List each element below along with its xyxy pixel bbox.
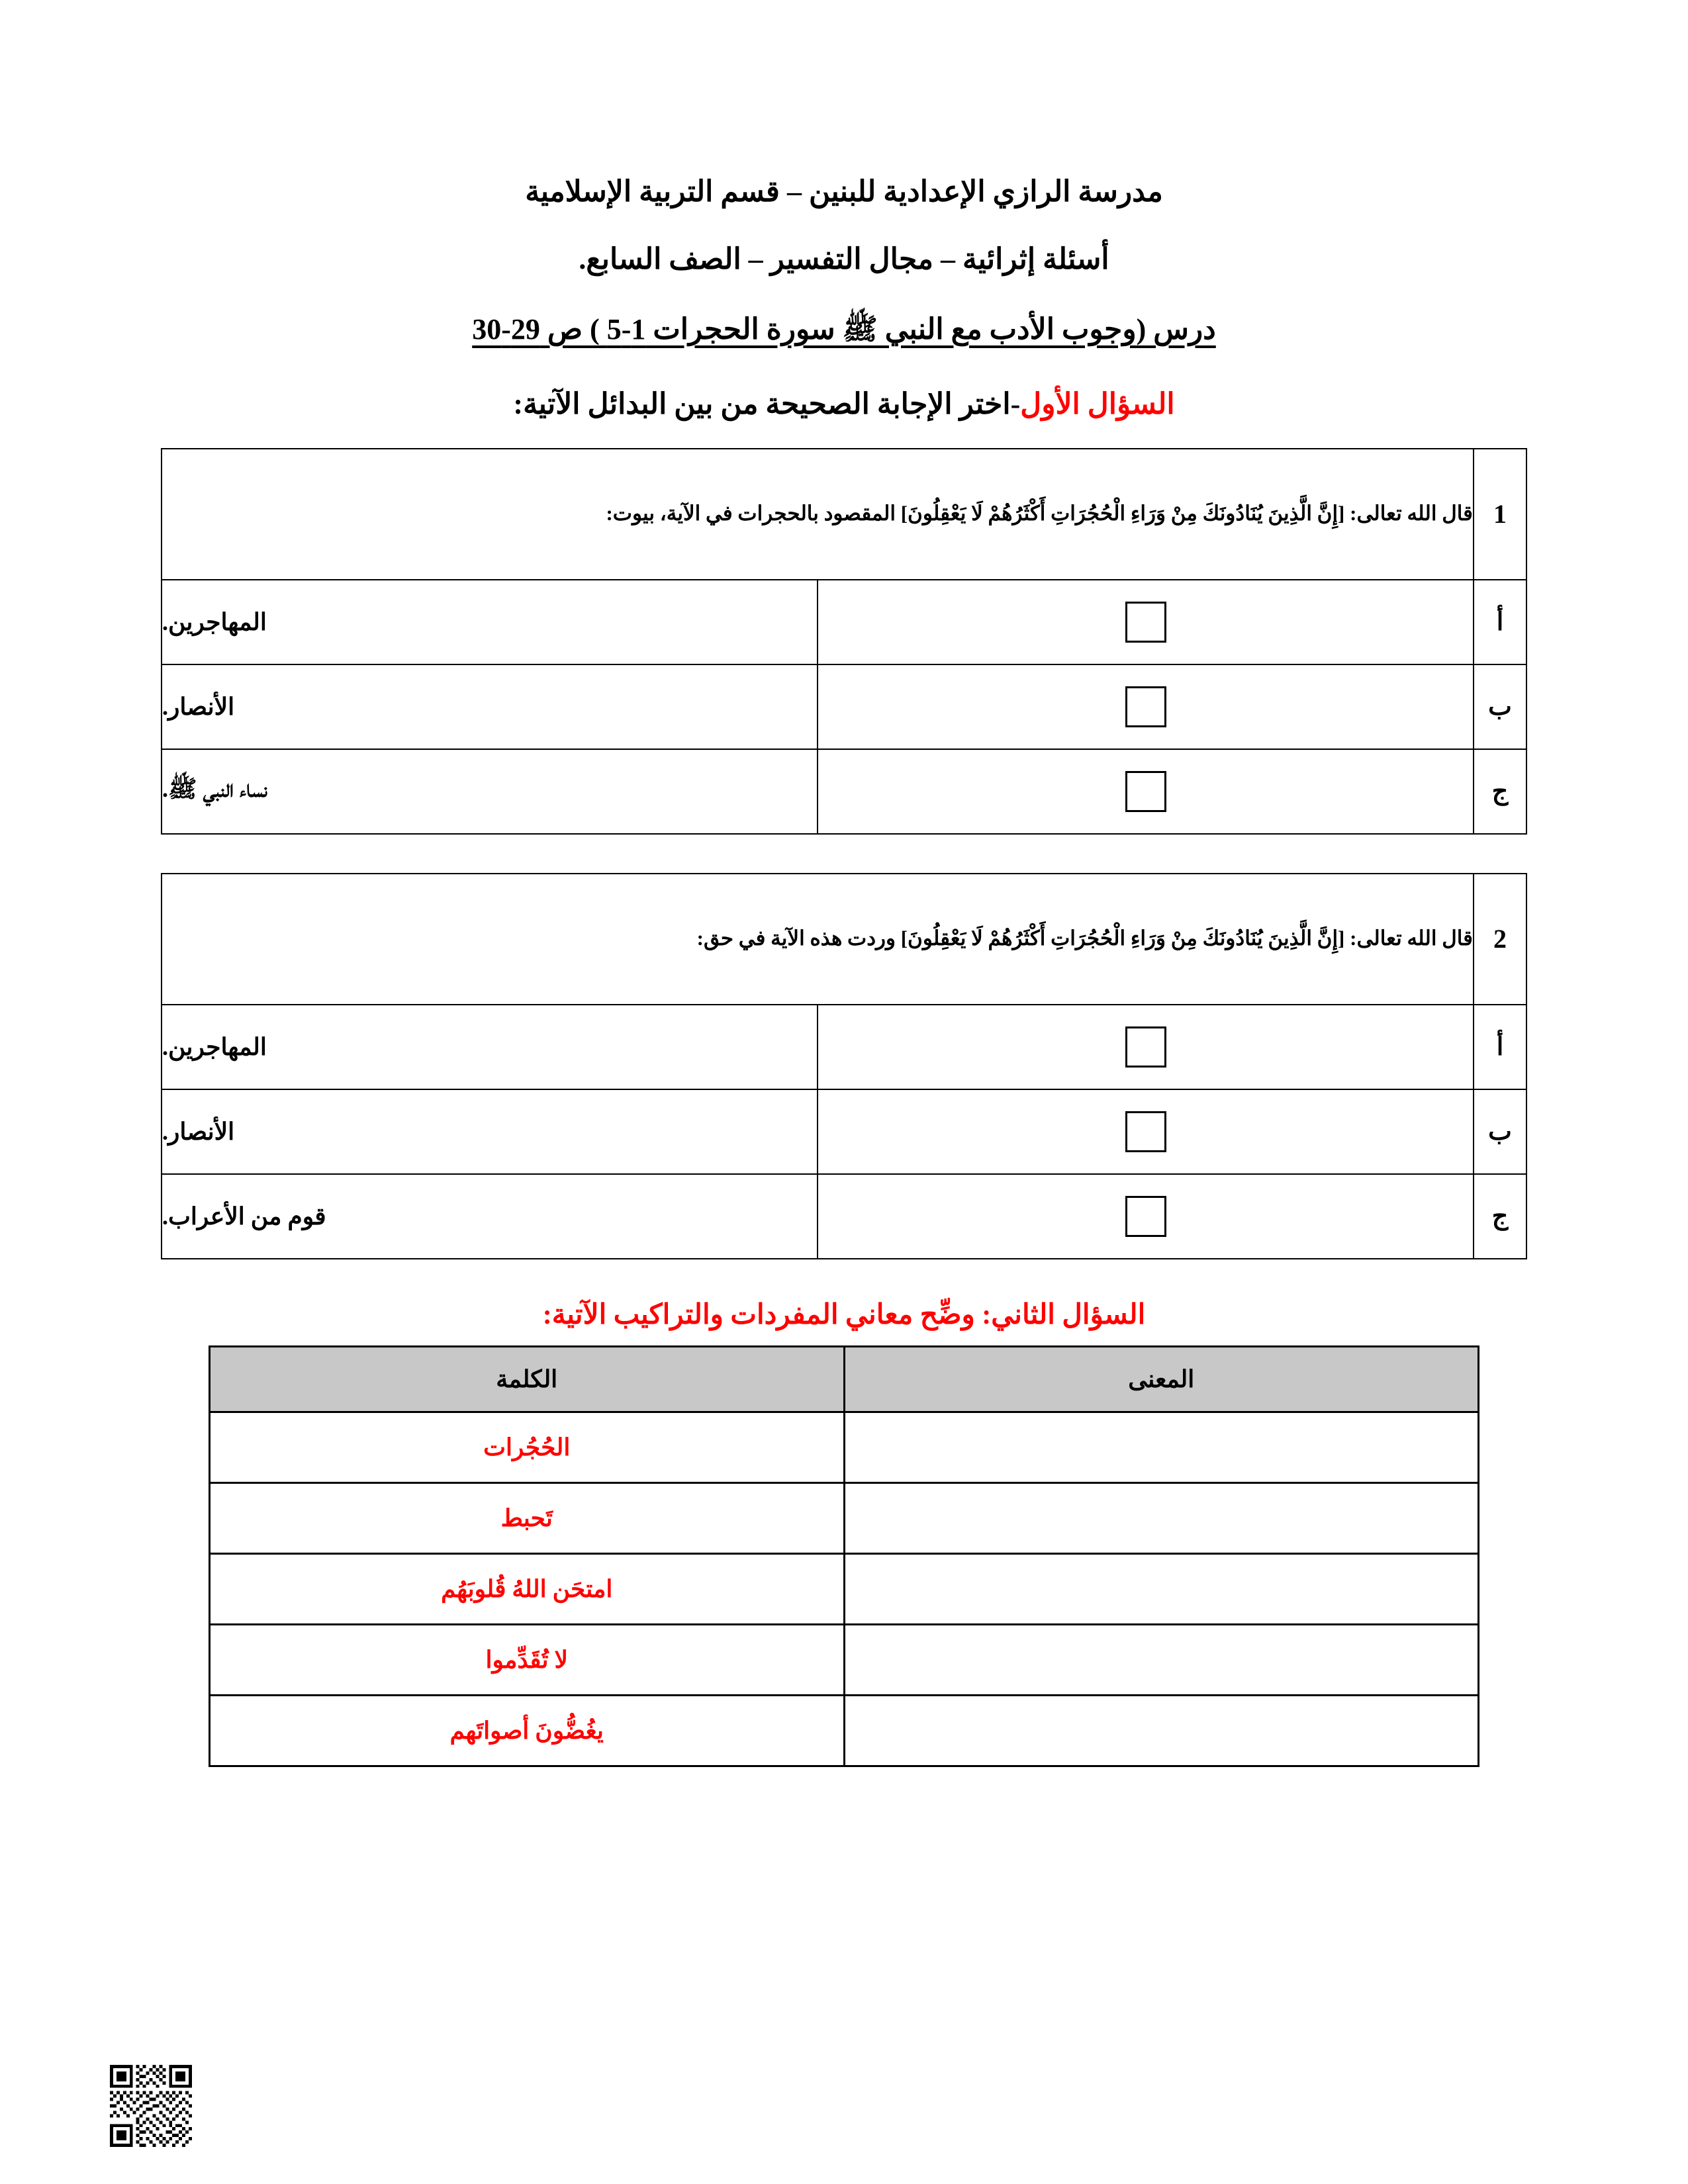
option-checkbox-cell[interactable] <box>818 580 1474 664</box>
column-header-word: الكلمة <box>210 1346 845 1412</box>
table-row <box>210 1412 1479 1482</box>
table-row <box>162 1089 1526 1174</box>
option-text: الأنصار. <box>162 664 818 749</box>
question-stem: قال الله تعالى: [إِنَّ الَّذِينَ يُنَادُونَكَ مِنْ وَرَاءِ الْحُجُرَاتِ أَكْثَرُهُمْ لَا يَعْقِلُونَ] المقصود بالحجرات في الآية، بيوت: <box>162 449 1474 580</box>
table-row <box>162 1174 1526 1259</box>
mcq-table-2 <box>161 873 1527 1259</box>
option-checkbox-cell[interactable] <box>818 1005 1474 1089</box>
meaning-answer-cell[interactable] <box>844 1624 1479 1695</box>
table-row <box>162 449 1526 580</box>
meaning-answer-cell[interactable] <box>844 1482 1479 1553</box>
answer-checkbox[interactable] <box>1125 686 1166 727</box>
meaning-answer-cell[interactable] <box>844 1412 1479 1482</box>
option-text: نساء النبي ﷺ. <box>162 749 818 834</box>
mcq-table-1 <box>161 448 1527 835</box>
option-label: ب <box>1474 664 1526 749</box>
option-label: أ <box>1474 1005 1526 1089</box>
answer-checkbox[interactable] <box>1125 1196 1166 1237</box>
vocabulary-word: يغُضُّونَ أصواتَهم <box>210 1695 845 1766</box>
answer-checkbox[interactable] <box>1125 602 1166 643</box>
vocabulary-word: لا تُقَدِّموا <box>210 1624 845 1695</box>
school-title: مدرسة الرازي الإعدادية للبنين – قسم التربية الإسلامية <box>525 175 1163 208</box>
vocabulary-table <box>209 1345 1479 1767</box>
table-header-row <box>210 1346 1479 1412</box>
table-row <box>162 580 1526 664</box>
document-header <box>0 0 1688 344</box>
table-row <box>162 874 1526 1005</box>
option-text: المهاجرين. <box>162 1005 818 1089</box>
vocabulary-word: تَحبط <box>210 1482 845 1553</box>
vocabulary-word: امتحَن اللهُ قُلوبَهُم <box>210 1553 845 1624</box>
meaning-answer-cell[interactable] <box>844 1695 1479 1766</box>
mcq-table-2-wrapper <box>161 873 1527 1259</box>
option-label: ج <box>1474 749 1526 834</box>
answer-checkbox[interactable] <box>1125 1026 1166 1068</box>
option-text: الأنصار. <box>162 1089 818 1174</box>
option-checkbox-cell[interactable] <box>818 1089 1474 1174</box>
table-row <box>210 1553 1479 1624</box>
subject-subtitle: أسئلة إثرائية – مجال التفسير – الصف السابع. <box>579 243 1109 275</box>
option-checkbox-cell[interactable] <box>818 664 1474 749</box>
question-one-instruction: -اختر الإجابة الصحيحة من بين البدائل الآتية: <box>513 388 1021 420</box>
table-row <box>162 749 1526 834</box>
vocabulary-table-wrapper <box>209 1345 1479 1767</box>
answer-checkbox[interactable] <box>1125 1111 1166 1152</box>
option-label: ج <box>1474 1174 1526 1259</box>
option-label: ب <box>1474 1089 1526 1174</box>
option-label: أ <box>1474 580 1526 664</box>
option-checkbox-cell[interactable] <box>818 749 1474 834</box>
question-one-heading <box>0 388 1688 422</box>
question-two-heading: السؤال الثاني: وضِّح معاني المفردات والتراكيب الآتية: <box>542 1299 1146 1330</box>
column-header-meaning: المعنى <box>844 1346 1479 1412</box>
lesson-title: درس (وجوب الأدب مع النبي ﷺ سورة الحجرات 1-5 ) ص 29-30 <box>472 313 1216 345</box>
mcq-table-1-wrapper <box>161 448 1527 835</box>
question-number: 2 <box>1474 874 1526 1005</box>
option-text: قوم من الأعراب. <box>162 1174 818 1259</box>
qr-code-icon <box>110 2065 192 2147</box>
table-row <box>210 1482 1479 1553</box>
question-one-label: السؤال الأول <box>1020 388 1175 420</box>
meaning-answer-cell[interactable] <box>844 1553 1479 1624</box>
vocabulary-word: الحُجُرات <box>210 1412 845 1482</box>
answer-checkbox[interactable] <box>1125 771 1166 812</box>
table-row <box>162 664 1526 749</box>
question-number: 1 <box>1474 449 1526 580</box>
table-row <box>210 1624 1479 1695</box>
option-text: المهاجرين. <box>162 580 818 664</box>
table-row <box>210 1695 1479 1766</box>
question-stem: قال الله تعالى: [إِنَّ الَّذِينَ يُنَادُونَكَ مِنْ وَرَاءِ الْحُجُرَاتِ أَكْثَرُهُمْ لَا يَعْقِلُونَ] وردت هذه الآية في حق: <box>162 874 1474 1005</box>
table-row <box>162 1005 1526 1089</box>
option-checkbox-cell[interactable] <box>818 1174 1474 1259</box>
